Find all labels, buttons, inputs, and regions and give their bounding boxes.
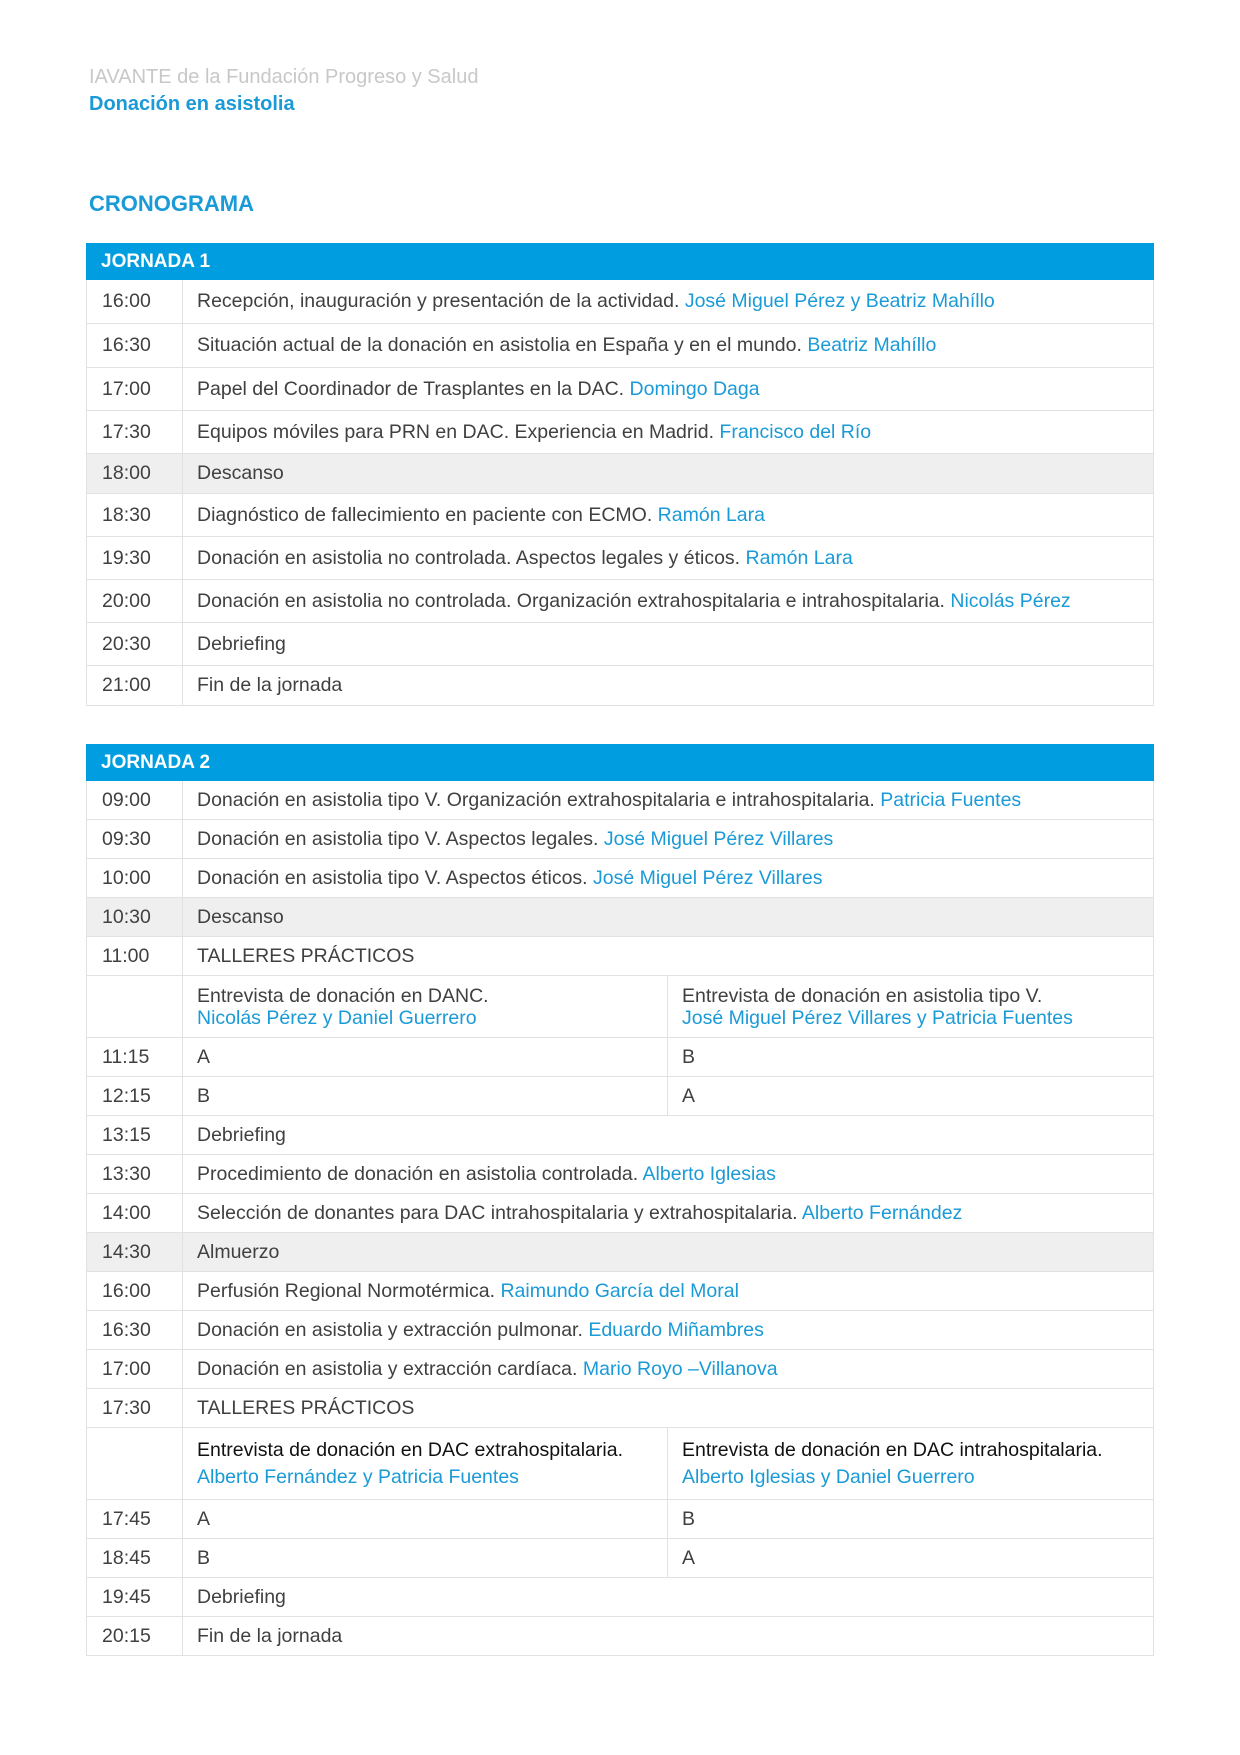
workshop-col-b xyxy=(668,1428,1154,1500)
row-time: 18:30 xyxy=(87,494,183,537)
speaker-name: Mario Royo –Villanova xyxy=(582,1357,778,1380)
row-time: 10:00 xyxy=(87,859,183,898)
speaker-name: Alberto Iglesias xyxy=(642,1162,776,1185)
speaker-name: Raimundo García del Moral xyxy=(500,1279,739,1302)
workshop-col-a xyxy=(183,1428,668,1500)
row-time: 16:30 xyxy=(87,324,183,368)
activity-text: Selección de donantes para DAC intrahospitalaria y extrahospitalaria. xyxy=(197,1201,798,1224)
row-time: 16:30 xyxy=(87,1311,183,1350)
row-time: 11:00 xyxy=(87,937,183,976)
empty-time-cell xyxy=(87,976,183,1038)
speaker-name: Nicolás Pérez xyxy=(950,589,1071,612)
schedule-row xyxy=(87,623,1154,666)
activity-text: Donación en asistolia no controlada. Aspectos legales y éticos. xyxy=(197,546,741,569)
activity-text: Equipos móviles para PRN en DAC. Experiencia en Madrid. xyxy=(197,420,714,443)
schedule-row xyxy=(87,368,1154,411)
row-activity xyxy=(183,368,1154,411)
workshop-columns-row xyxy=(87,976,1154,1038)
schedule-row xyxy=(87,1116,1154,1155)
row-activity xyxy=(183,1155,1154,1194)
slot-group-a: A xyxy=(183,1500,668,1539)
speaker-name: Ramón Lara xyxy=(657,503,765,526)
row-activity xyxy=(183,280,1154,324)
row-time: 19:45 xyxy=(87,1578,183,1617)
speaker-name: Alberto Fernández xyxy=(801,1201,963,1224)
row-time: 09:00 xyxy=(87,781,183,820)
activity-text: Donación en asistolia tipo V. Aspectos legales. xyxy=(197,827,599,850)
speaker-name: Eduardo Miñambres xyxy=(588,1318,764,1341)
schedule-row xyxy=(87,580,1154,623)
workshop-slot-row xyxy=(87,1038,1154,1077)
activity-text: Recepción, inauguración y presentación de la actividad. xyxy=(197,290,680,312)
schedule-row xyxy=(87,666,1154,706)
schedule-row xyxy=(87,1617,1154,1656)
slot-group-b: A xyxy=(668,1539,1154,1578)
row-activity xyxy=(183,781,1154,820)
row-time: 13:30 xyxy=(87,1155,183,1194)
schedule-row xyxy=(87,1311,1154,1350)
row-activity xyxy=(183,1350,1154,1389)
row-activity xyxy=(183,1311,1154,1350)
schedule-row xyxy=(87,537,1154,580)
day-title: JORNADA 1 xyxy=(87,244,1154,280)
row-time: 17:00 xyxy=(87,368,183,411)
schedule-table-day1 xyxy=(86,243,1154,706)
activity-text: Debriefing xyxy=(197,1585,286,1608)
workshop-col-b xyxy=(668,976,1154,1038)
row-activity xyxy=(183,537,1154,580)
schedule-row xyxy=(87,781,1154,820)
activity-text: Debriefing xyxy=(197,632,286,655)
day-title: JORNADA 2 xyxy=(87,745,1154,781)
workshop-col-a-speakers: Nicolás Pérez y Daniel Guerrero xyxy=(197,1006,477,1029)
schedule-row xyxy=(87,1155,1154,1194)
slot-group-a: A xyxy=(183,1038,668,1077)
schedule-row xyxy=(87,1194,1154,1233)
workshop-title: TALLERES PRÁCTICOS xyxy=(183,937,1154,976)
row-activity xyxy=(183,1578,1154,1617)
schedule-row xyxy=(87,1350,1154,1389)
activity-text: Donación en asistolia tipo V. Organización extrahospitalaria e intrahospitalaria. xyxy=(197,788,875,811)
section-title: CRONOGRAMA xyxy=(89,191,254,216)
row-time: 14:00 xyxy=(87,1194,183,1233)
workshop-col-a-title: Entrevista de donación en DAC extrahospitalaria. xyxy=(197,1438,623,1461)
slot-group-a: B xyxy=(183,1539,668,1578)
workshop-col-a-title: Entrevista de donación en DANC. xyxy=(197,984,489,1007)
row-time: 17:00 xyxy=(87,1350,183,1389)
workshop-header-row xyxy=(87,1389,1154,1428)
schedule-row xyxy=(87,1578,1154,1617)
activity-text: Debriefing xyxy=(197,1123,286,1146)
row-activity xyxy=(183,898,1154,937)
row-activity xyxy=(183,859,1154,898)
schedule-row xyxy=(87,820,1154,859)
row-activity xyxy=(183,1272,1154,1311)
speaker-name: José Miguel Pérez Villares xyxy=(603,827,834,850)
row-time: 17:30 xyxy=(87,411,183,454)
row-time: 17:45 xyxy=(87,1500,183,1539)
schedule-row xyxy=(87,280,1154,324)
activity-text: Donación en asistolia tipo V. Aspectos éticos. xyxy=(197,866,588,889)
row-time: 12:15 xyxy=(87,1077,183,1116)
row-time: 11:15 xyxy=(87,1038,183,1077)
workshop-header-row xyxy=(87,937,1154,976)
row-time: 21:00 xyxy=(87,666,183,706)
row-activity xyxy=(183,1617,1154,1656)
schedule-row xyxy=(87,411,1154,454)
schedule-row xyxy=(87,494,1154,537)
schedule-row xyxy=(87,1272,1154,1311)
row-activity xyxy=(183,580,1154,623)
workshop-col-a-speakers: Alberto Fernández y Patricia Fuentes xyxy=(197,1465,519,1488)
activity-text: Fin de la jornada xyxy=(197,674,343,696)
activity-text: Descanso xyxy=(197,462,284,484)
speaker-name: Beatriz Mahíllo xyxy=(807,334,937,356)
speaker-name: José Miguel Pérez Villares xyxy=(593,866,823,889)
row-time: 16:00 xyxy=(87,280,183,324)
row-time: 18:00 xyxy=(87,454,183,494)
workshop-slot-row xyxy=(87,1539,1154,1578)
row-time: 09:30 xyxy=(87,820,183,859)
row-activity xyxy=(183,1194,1154,1233)
activity-text: Donación en asistolia y extracción cardíaca. xyxy=(197,1357,578,1380)
empty-time-cell xyxy=(87,1428,183,1500)
day-header-row xyxy=(87,745,1154,781)
speaker-name: Ramón Lara xyxy=(745,546,853,569)
slot-group-a: B xyxy=(183,1077,668,1116)
workshop-col-b-speakers: José Miguel Pérez Villares y Patricia Fuentes xyxy=(682,1006,1073,1029)
activity-text: Descanso xyxy=(197,905,284,928)
workshop-col-b-title: Entrevista de donación en asistolia tipo V. xyxy=(682,984,1043,1007)
activity-text: Perfusión Regional Normotérmica. xyxy=(197,1279,496,1302)
break-row xyxy=(87,1233,1154,1272)
row-activity xyxy=(183,623,1154,666)
row-activity xyxy=(183,324,1154,368)
row-activity xyxy=(183,494,1154,537)
header-organization: IAVANTE de la Fundación Progreso y Salud xyxy=(89,66,479,88)
row-activity xyxy=(183,1116,1154,1155)
header-course-title: Donación en asistolia xyxy=(89,93,295,115)
schedule-row xyxy=(87,859,1154,898)
activity-text: Donación en asistolia y extracción pulmonar. xyxy=(197,1318,583,1341)
activity-text: Diagnóstico de fallecimiento en paciente con ECMO. xyxy=(197,503,653,526)
speaker-name: Francisco del Río xyxy=(719,420,872,443)
workshop-slot-row xyxy=(87,1500,1154,1539)
row-time: 20:00 xyxy=(87,580,183,623)
activity-text: Procedimiento de donación en asistolia controlada. xyxy=(197,1162,639,1185)
row-activity xyxy=(183,454,1154,494)
workshop-col-b-speakers: Alberto Iglesias y Daniel Guerrero xyxy=(682,1465,975,1488)
row-activity xyxy=(183,666,1154,706)
activity-text: Papel del Coordinador de Trasplantes en la DAC. xyxy=(197,377,625,400)
row-activity xyxy=(183,820,1154,859)
activity-text: Almuerzo xyxy=(197,1240,280,1263)
day-header-row xyxy=(87,244,1154,280)
workshop-slot-row xyxy=(87,1077,1154,1116)
row-time: 13:15 xyxy=(87,1116,183,1155)
row-time: 17:30 xyxy=(87,1389,183,1428)
row-activity xyxy=(183,1233,1154,1272)
speaker-name: Patricia Fuentes xyxy=(880,788,1022,811)
workshop-col-b-title: Entrevista de donación en DAC intrahospitalaria. xyxy=(682,1438,1103,1461)
slot-group-b: B xyxy=(668,1500,1154,1539)
row-time: 19:30 xyxy=(87,537,183,580)
activity-text: Donación en asistolia no controlada. Organización extrahospitalaria e intrahospitalaria. xyxy=(197,589,945,612)
row-activity xyxy=(183,411,1154,454)
activity-text: Situación actual de la donación en asistolia en España y en el mundo. xyxy=(197,334,802,356)
row-time: 20:15 xyxy=(87,1617,183,1656)
slot-group-b: B xyxy=(668,1038,1154,1077)
speaker-name: José Miguel Pérez y Beatriz Mahíllo xyxy=(684,290,995,312)
workshop-col-a xyxy=(183,976,668,1038)
workshop-columns-row xyxy=(87,1428,1154,1500)
break-row xyxy=(87,454,1154,494)
schedule-table-day2 xyxy=(86,744,1154,1656)
workshop-title: TALLERES PRÁCTICOS xyxy=(183,1389,1154,1428)
row-time: 16:00 xyxy=(87,1272,183,1311)
row-time: 14:30 xyxy=(87,1233,183,1272)
slot-group-b: A xyxy=(668,1077,1154,1116)
activity-text: Fin de la jornada xyxy=(197,1624,343,1647)
row-time: 10:30 xyxy=(87,898,183,937)
row-time: 18:45 xyxy=(87,1539,183,1578)
break-row xyxy=(87,898,1154,937)
schedule-row xyxy=(87,324,1154,368)
row-time: 20:30 xyxy=(87,623,183,666)
speaker-name: Domingo Daga xyxy=(629,377,760,400)
